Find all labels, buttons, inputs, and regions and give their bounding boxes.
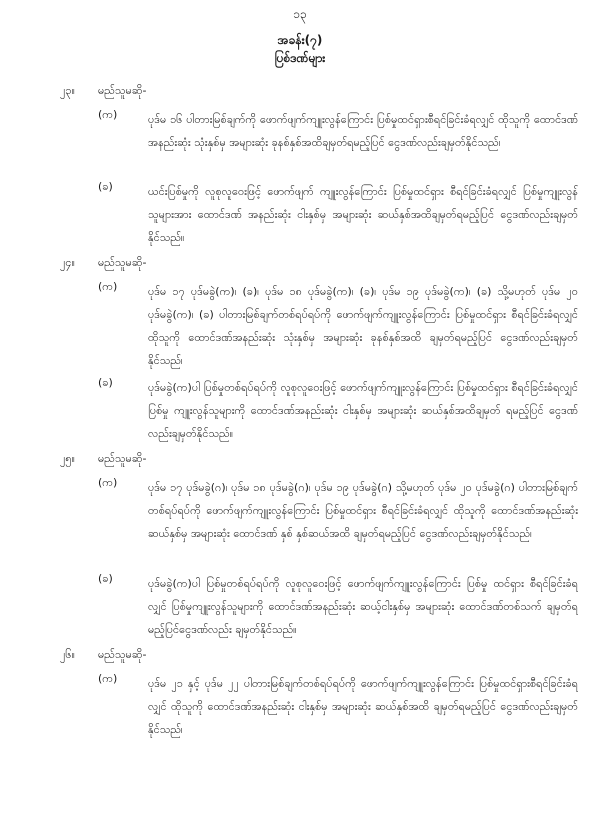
clause-text: ယင်းပြစ်မှုကို လူစုလူဝေးဖြင့် ဖောက်ဖျက် ကျူးလွန်ကြောင်း ပြစ်မှုထင်ရှား စီရင်ခြင်းခံရလျှင် ပြစ်မှုကျူးလွန်သူများအား ထောင်ဒဏ် အနည်းဆုံး ငါးနှစ်မှ အများဆုံး ဆယ်နှစ်အထိချမှတ်ရမည့်ပြင် ငွေဒဏ်လည်းချမှတ်နိုင်သည်။ <box>148 185 578 244</box>
page-number: ၁၃ <box>293 7 307 21</box>
section-intro: မည်သူမဆို- <box>98 648 147 661</box>
section-number: ၂၃။ <box>60 84 75 97</box>
section-number: ၂၆။ <box>60 648 75 661</box>
section-number: ၂၅။ <box>60 452 75 465</box>
clause-label: (ခ) <box>98 572 113 585</box>
clause-text: ပုဒ်မ ၁၇ ပုဒ်မခွဲ(ဂ)၊ ပုဒ်မ ၁၈ ပုဒ်မခွဲ(ဂ)၊ ပုဒ်မ ၁၉ ပုဒ်မခွဲ(ဂ) သို့မဟုတ် ပုဒ်မ ၂၀ ပုဒ်မခွဲ(ဂ) ပါတားမြစ်ချက်တစ်ရပ်ရပ်ကို ဖောက်ဖျက်ကျူးလွန်ကြောင်း ပြစ်မှုထင်ရှား စီရင်ခြင်းခံရလျှင် ထိုသူကို ထောင်ဒဏ်အနည်းဆုံး ဆယ်နှစ်မှ အများဆုံး ထောင်ဒဏ် နှစ် နှစ်ဆယ်အထိ ချမှတ်ရမည့်ပြင် ငွေဒဏ်လည်းချမှတ်နိုင်သည်၊ <box>148 481 578 540</box>
clause-label: (က) <box>98 476 118 489</box>
clause-text: ပုဒ်မခွဲ(က)ပါ ပြစ်မှုတစ်ရပ်ရပ်ကို လူစုလူဝေးဖြင့် ဖောက်ဖျက်ကျူးလွန်ကြောင်း ပြစ်မှု ထင်ရှား စီရင်ခြင်းခံရလျှင် ပြစ်မှုကျူးလွန်သူများကို ထောင်ဒဏ်အနည်းဆုံး ဆယ့်ငါးနှစ်မှ အများဆုံး ထောင်ဒဏ်တစ်သက် ချမှတ်ရမည့်ပြင်ငွေဒဏ်လည်း ချမှတ်နိုင်သည်။ <box>148 577 578 636</box>
clause-label: (က) <box>98 108 118 121</box>
chapter-title: အခန်း(၇) <box>277 33 323 47</box>
section-intro: မည်သူမဆို- <box>98 84 147 97</box>
clause-text: ပုဒ်မ ၁၆ ပါတားမြစ်ချက်ကို ဖောက်ဖျက်ကျူးလွန်ကြောင်း ပြစ်မှုထင်ရှားစီရင်ခြင်းခံရလျှင် ထိုသူကို ထောင်ဒဏ်အနည်းဆုံး သုံးနှစ်မှ အများဆုံး ခုနစ်နှစ်အထိချမှတ်ရမည့်ပြင် ငွေဒဏ်လည်းချမှတ်နိုင်သည်၊ <box>148 113 578 149</box>
clause-label: (ခ) <box>98 376 113 389</box>
section-number: ၂၄။ <box>60 256 75 269</box>
chapter-subtitle: ပြစ်ဒဏ်များ <box>274 51 326 65</box>
section-intro: မည်သူမဆို- <box>98 256 147 269</box>
clause-label: (က) <box>98 280 118 293</box>
clause-label: (ခ) <box>98 180 113 193</box>
clause-text: ပုဒ်မခွဲ(က)ပါ ပြစ်မှုတစ်ရပ်ရပ်ကို လူစုလူဝေးဖြင့် ဖောက်ဖျက်ကျူးလွန်ကြောင်း ပြစ်မှုထင်ရှား စီရင်ခြင်းခံရလျှင် ပြစ်မှု ကျူးလွန်သူများကို ထောင်ဒဏ်အနည်းဆုံး ငါးနှစ်မှ အများဆုံး ဆယ်နှစ်အထိချမှတ် ရမည့်ပြင် ငွေဒဏ်လည်းချမှတ်နိုင်သည်။ <box>148 381 578 440</box>
clause-label: (က) <box>98 672 118 685</box>
clause-text: ပုဒ်မ ၁၇ ပုဒ်မခွဲ(က)၊ (ခ)၊ ပုဒ်မ ၁၈ ပုဒ်မခွဲ(က)၊ (ခ)၊ ပုဒ်မ ၁၉ ပုဒ်မခွဲ(က)၊ (ခ) သို့မဟုတ် ပုဒ်မ ၂၀ ပုဒ်မခွဲ(က)၊ (ခ) ပါတားမြစ်ချက်တစ်ရပ်ရပ်ကို ဖောက်ဖျက်ကျူးလွန်ကြောင်း ပြစ်မှုထင်ရှား စီရင်ခြင်းခံရလျှင် ထိုသူကို ထောင်ဒဏ်အနည်းဆုံး သုံးနှစ်မှ အများဆုံး ခုနစ်နှစ်အထိ ချမှတ်ရမည့်ပြင် ငွေဒဏ်လည်းချမှတ်နိုင်သည်၊ <box>148 285 578 367</box>
clause-text: ပုဒ်မ ၂၁ နှင့် ပုဒ်မ ၂၂ ပါတားမြစ်ချက်တစ်ရပ်ရပ်ကို ဖောက်ဖျက်ကျူးလွန်ကြောင်း ပြစ်မှုထင်ရှားစီရင်ခြင်းခံရလျှင် ထိုသူကို ထောင်ဒဏ်အနည်းဆုံး ငါးနှစ်မှ အများဆုံး ဆယ်နှစ်အထိ ချမှတ်ရမည့်ပြင် ငွေဒဏ်လည်းချမှတ်နိုင်သည်၊ <box>148 677 578 736</box>
section-intro: မည်သူမဆို- <box>98 452 147 465</box>
